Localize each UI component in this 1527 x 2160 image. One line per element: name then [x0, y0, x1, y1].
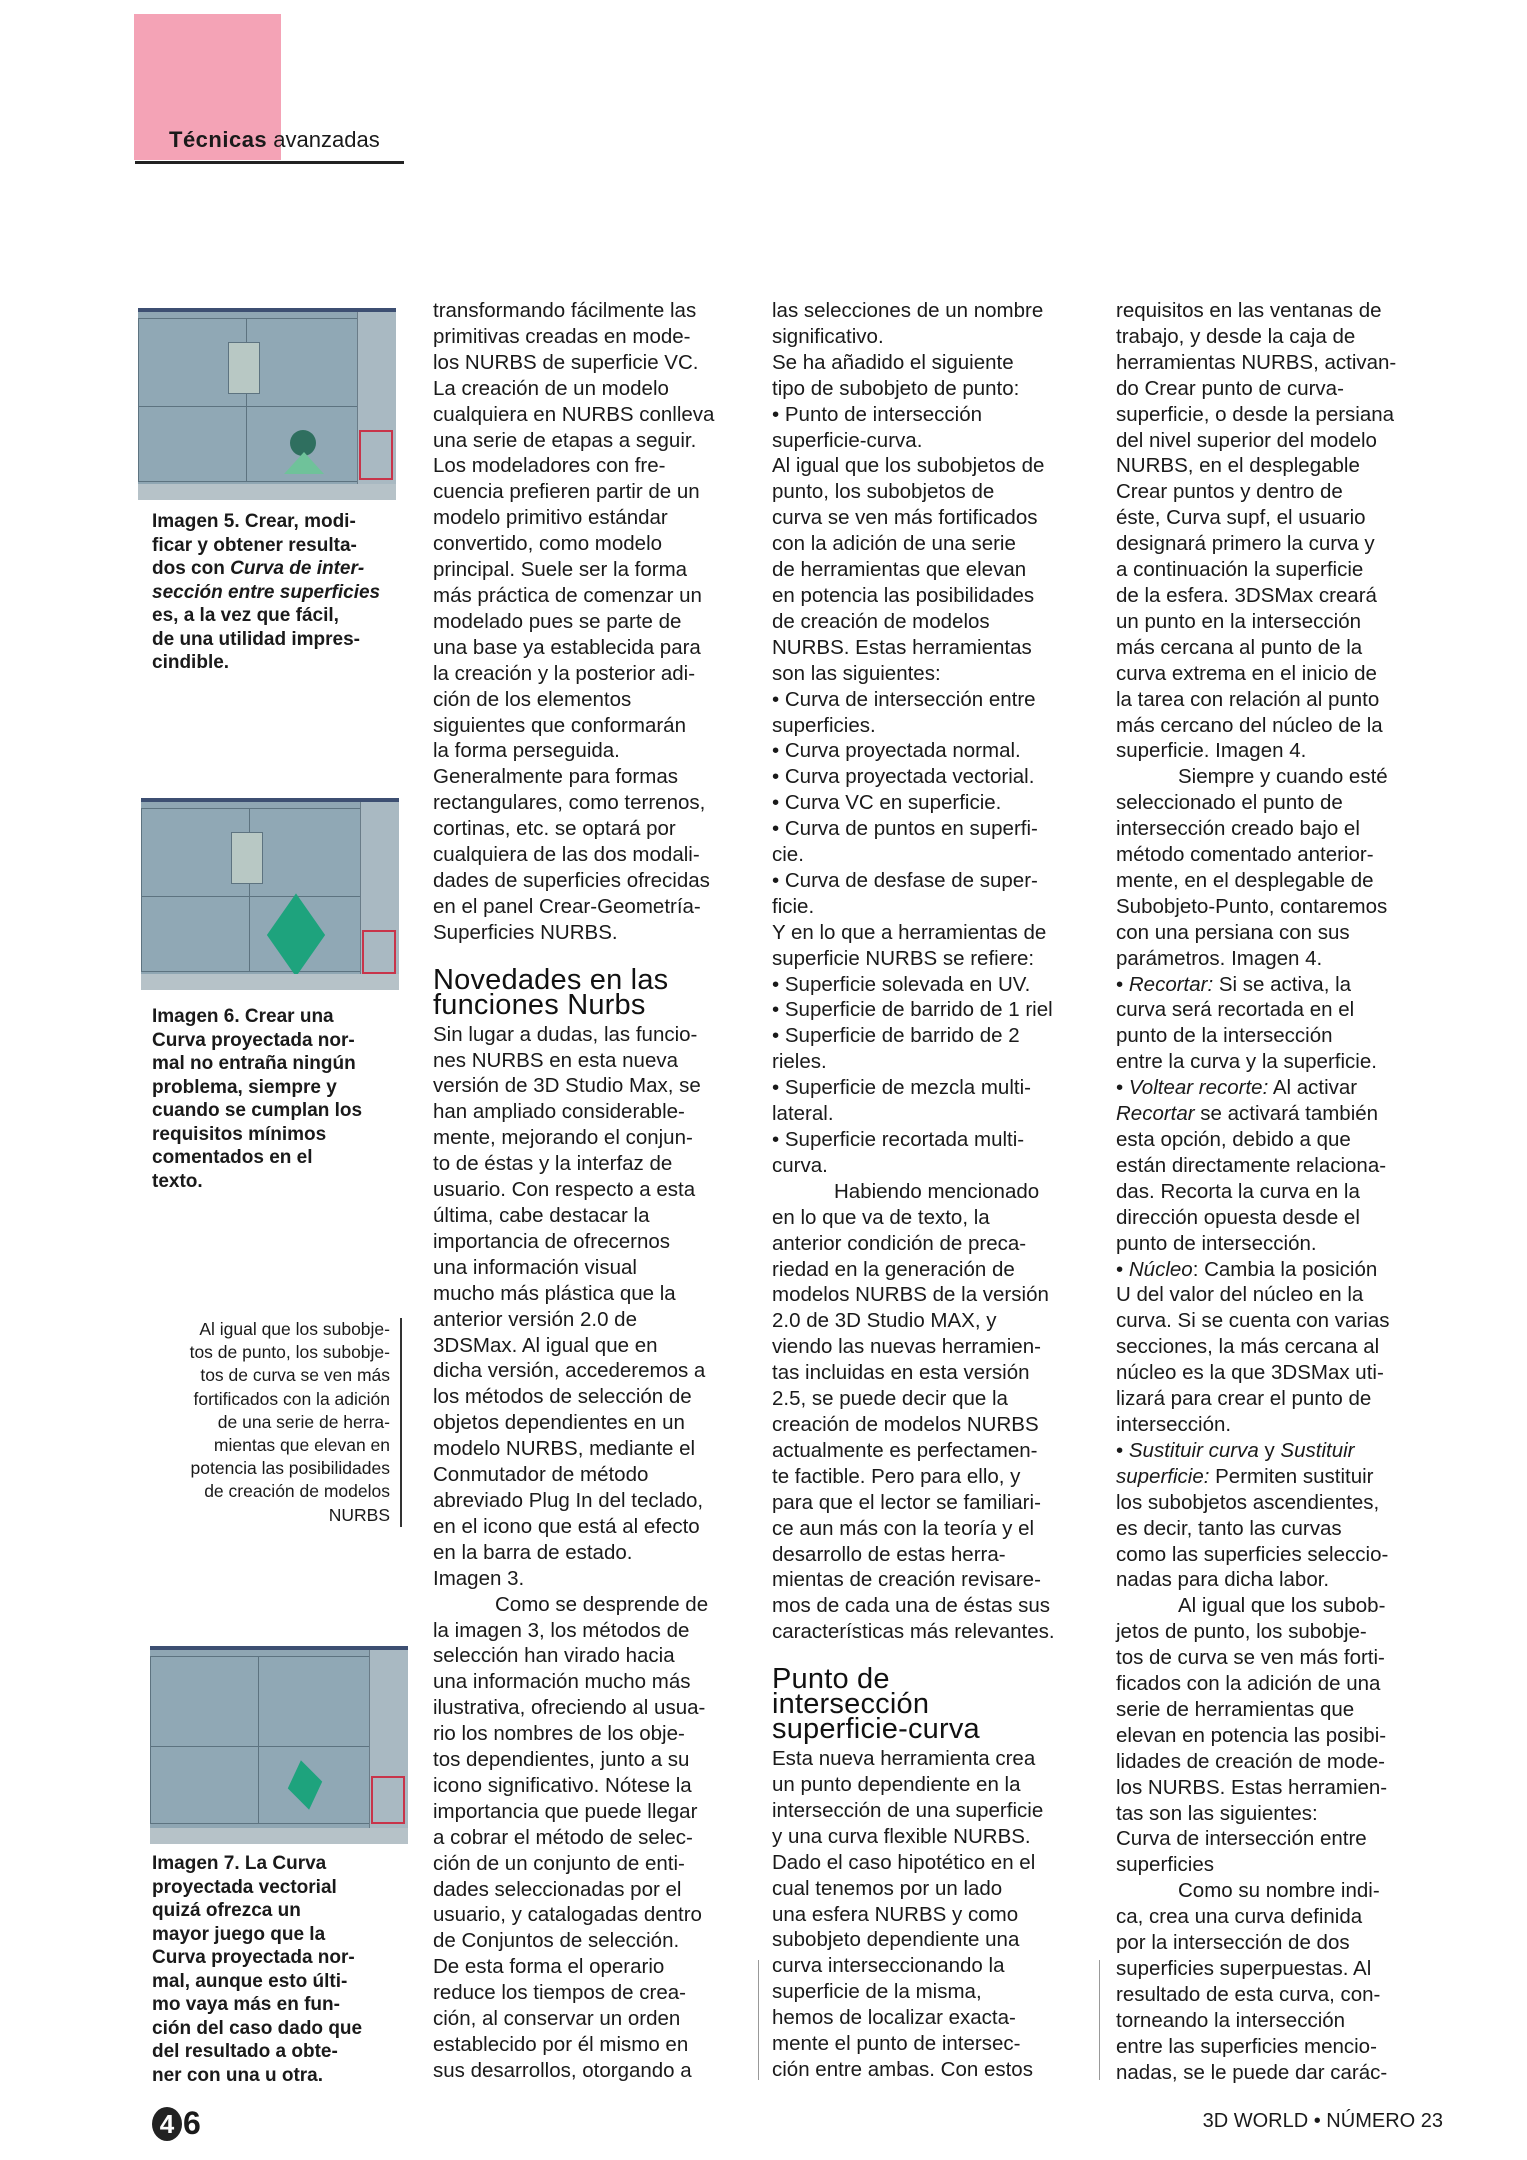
text-line: los subobjetos ascendientes, [1116, 1490, 1380, 1514]
text-line: cortinas, etc. se optará por [433, 817, 676, 841]
text-line: de Conjuntos de selección. [433, 1929, 680, 1953]
text-line: nadas para dicha labor. [1116, 1568, 1330, 1592]
text-line: Al igual que los subobje- [199, 1319, 390, 1339]
text-line: La creación de un modelo [433, 376, 669, 400]
text-line: a continuación la superficie [1116, 558, 1364, 582]
text-line: ner con una u otra. [152, 2064, 324, 2086]
text-line: te factible. Pero para ello, y [772, 1464, 1021, 1488]
text-line: dirección opuesta desde el [1116, 1205, 1360, 1229]
text-line: siguientes que conformarán [433, 713, 686, 737]
figure-imagen-5 [138, 308, 396, 500]
text-line: Imagen 3. [433, 1566, 525, 1590]
text-segment: dos con [152, 558, 231, 579]
text-line: versión de 3D Studio Max, se [433, 1074, 701, 1098]
text-line: con una persiana con sus [1116, 920, 1350, 944]
text-line: subobjeto dependiente una [772, 1928, 1020, 1952]
text-segment: Si se activa, la [1213, 972, 1352, 996]
section-heading [772, 1663, 1092, 1746]
text-line: superficie NURBS se refiere: [772, 946, 1035, 970]
text-line: método comentado anterior- [1116, 843, 1374, 867]
text-line: los NURBS. Estas herramien- [1116, 1775, 1388, 1799]
text-line: dades de superficies ofrecidas [433, 868, 710, 892]
text-line: primitivas creadas en mode- [433, 324, 691, 348]
text-line: modelado pues se parte de [433, 609, 682, 633]
text-line: cual tenemos por un lado [772, 1876, 1003, 1900]
text-line: curva interseccionando la [772, 1954, 1005, 1978]
header-rule [135, 161, 404, 164]
text-line: anterior condición de preca- [772, 1231, 1027, 1255]
text-line: proyectada vectorial [152, 1876, 337, 1898]
text-line [1116, 1464, 1436, 1490]
text-line: establecido por él mismo en [433, 2033, 689, 2056]
text-line: más práctica de comenzar un [433, 583, 702, 607]
text-line: Como su nombre indi- [1178, 1879, 1380, 1903]
caption-imagen-5 [152, 510, 402, 675]
text-line: resultado de esta curva, con- [1116, 1982, 1381, 2006]
text-line: cindible. [152, 652, 230, 673]
pull-quote [145, 1318, 402, 1527]
text-line: del nivel superior del modelo [1116, 428, 1377, 452]
text-line: los métodos de selección de [433, 1385, 692, 1409]
caption-imagen-7 [152, 1852, 402, 2087]
text-line: jetos de punto, los subobje- [1116, 1620, 1367, 1644]
text-line [152, 557, 402, 581]
text-line: • Curva de desfase de super- [772, 868, 1038, 892]
text-line: una serie de etapas a seguir. [433, 428, 697, 452]
text-line: convertido, como modelo [433, 532, 663, 556]
text-line: • Curva de intersección entre [772, 687, 1036, 711]
text-line: son las siguientes: [772, 661, 941, 685]
text-line: serie de herramientas que [1116, 1697, 1355, 1721]
text-line: la creación y la posterior adi- [433, 661, 696, 685]
text-line: de creación de modelos [772, 609, 990, 633]
text-line: tos de punto, los subobje- [189, 1342, 390, 1363]
text-line: superficie-curva. [772, 428, 923, 452]
italic-text: superficie: [1116, 1464, 1210, 1488]
text-line [1116, 1257, 1436, 1283]
text-line: 3DSMax. Al igual que en [433, 1333, 658, 1357]
text-line: modelos NURBS de la versión [772, 1283, 1049, 1307]
text-line: Conmutador de método [433, 1463, 649, 1487]
text-line: modelo primitivo estándar [433, 506, 668, 530]
text-line: designará primero la curva y [1116, 532, 1375, 556]
text-line: con la adición de una serie [772, 532, 1016, 556]
text-line: esta opción, debido a que [1116, 1128, 1351, 1151]
section-title-bold: Técnicas [169, 127, 268, 152]
italic-text: Recortar: [1128, 972, 1214, 996]
text-line: • Curva VC en superficie. [772, 791, 1002, 815]
text-line: tos de curva se ven más [200, 1365, 390, 1386]
text-line: ficar y obtener resulta- [152, 534, 357, 556]
text-line: Subobjeto-Punto, contaremos [1116, 894, 1388, 918]
text-line: actualmente es perfectamen- [772, 1438, 1038, 1462]
text-line: Curva proyectada nor- [152, 1947, 355, 1968]
text-line: texto. [152, 1170, 203, 1192]
text-line: superficie. Imagen 4. [1116, 739, 1307, 763]
paragraph [772, 1179, 1092, 1645]
text-line: Los modeladores con fre- [433, 454, 666, 478]
text-line: mientas que elevan en [213, 1435, 390, 1456]
text-line: do Crear punto de curva- [1116, 376, 1344, 400]
text-line: curva se ven más fortificados [772, 506, 1038, 530]
text-line: mente, mejorando el conjun- [433, 1126, 693, 1150]
text-line: superficies superpuestas. Al [1116, 1957, 1372, 1980]
text-line: mente el punto de intersec- [772, 2032, 1021, 2056]
paragraph [433, 1022, 753, 1592]
text-line: ca, crea una curva definida [1116, 1905, 1363, 1929]
text-line: objetos dependientes en un [433, 1411, 685, 1435]
text-line: nes NURBS en esta nueva [433, 1048, 678, 1072]
text-line: superficie-curva [772, 1713, 980, 1746]
text-line: viendo las nuevas herramien- [772, 1335, 1041, 1359]
text-line: nadas, se le puede dar carác- [1116, 2060, 1388, 2084]
text-line: intersección de una superficie [772, 1798, 1044, 1822]
text-line: de una utilidad impres- [152, 628, 360, 650]
text-line: Sin lugar a dudas, las funcio- [433, 1022, 698, 1046]
paragraph [772, 298, 1092, 1179]
figure-imagen-7 [150, 1646, 408, 1844]
text-line: requisitos mínimos [152, 1123, 327, 1145]
text-segment: Al activar [1268, 1076, 1358, 1100]
text-line [1116, 972, 1436, 998]
text-line: la imagen 3, los métodos de [433, 1618, 690, 1642]
text-line: problema, siempre y [152, 1076, 337, 1098]
column-divider [758, 1960, 759, 2080]
text-line: de una serie de herra- [217, 1411, 390, 1432]
text-line: tos dependientes, junto a su [433, 1748, 690, 1772]
text-line: mente, en el desplegable de [1116, 868, 1374, 892]
text-line: más cercana al punto de la [1116, 635, 1363, 659]
text-line: una información visual [433, 1255, 637, 1279]
text-line [1116, 1075, 1436, 1101]
text-line: importancia que puede llegar [433, 1799, 698, 1823]
text-line: • Curva de puntos en superfi- [772, 817, 1038, 841]
text-line: superficie, o desde la persiana [1116, 402, 1395, 426]
text-line: principal. Suele ser la forma [433, 558, 688, 582]
text-line: funciones Nurbs [433, 988, 646, 1021]
text-line: sus desarrollos, otorgando a [433, 2058, 692, 2082]
text-line: ción de los elementos [433, 687, 632, 711]
text-line: trabajo, y desde la caja de [1116, 324, 1356, 348]
text-line: Imagen 7. La Curva [152, 1853, 327, 1874]
text-line: • Superficie de barrido de 1 riel [772, 998, 1053, 1022]
text-segment: Permiten sustituir [1209, 1464, 1374, 1488]
text-line: intersección [772, 1688, 930, 1721]
text-line: herramientas NURBS, activan- [1116, 350, 1397, 374]
text-line: para que el lector se familiari- [772, 1490, 1041, 1514]
text-line: ción, al conservar un orden [433, 2007, 681, 2031]
paragraph [772, 1746, 1092, 2083]
text-line: un punto en la intersección [1116, 609, 1362, 633]
text-line: lizará para crear el punto de [1116, 1387, 1372, 1411]
text-line: dades seleccionadas por el [433, 1877, 682, 1901]
text-segment: se activará también [1194, 1102, 1379, 1126]
text-line: más cercano del núcleo de la [1116, 713, 1383, 737]
magazine-issue: 3D WORLD • NÚMERO 23 [1202, 2110, 1443, 2132]
text-line: rectangulares, como terrenos, [433, 791, 706, 815]
text-line: importancia de ofrecernos [433, 1229, 671, 1253]
text-line: curva. [772, 1153, 828, 1177]
text-line: NURBS. Estas herramientas [772, 635, 1032, 659]
text-line: reduce los tiempos de crea- [433, 1981, 686, 2005]
text-line: lidades de creación de mode- [1116, 1749, 1385, 1773]
text-line: Imagen 6. Crear una [152, 1006, 334, 1027]
text-column-3 [772, 298, 1092, 2083]
text-line: de la esfera. 3DSMax creará [1116, 583, 1377, 607]
text-line: Dado el caso hipotético en el [772, 1850, 1036, 1874]
text-line: mayor juego que la [152, 1923, 326, 1945]
text-line: • Superficie solevada en UV. [772, 972, 1031, 996]
text-line: las selecciones de un nombre [772, 299, 1044, 322]
column-divider [1099, 1960, 1100, 2080]
text-line: superficie de la misma, [772, 1980, 982, 2004]
page-number [152, 2105, 201, 2142]
text-line: Al igual que los subobjetos de [772, 454, 1045, 478]
text-line: Habiendo mencionado [834, 1179, 1040, 1203]
text-line: mal, aunque esto últi- [152, 1970, 348, 1992]
text-line: Y en lo que a herramientas de [772, 920, 1047, 944]
text-line: ilustrativa, ofreciendo al usua- [433, 1696, 706, 1720]
text-line: Siempre y cuando esté [1178, 765, 1388, 789]
text-line: modelo NURBS, mediante el [433, 1437, 696, 1461]
text-line: secciones, la más cercana al [1116, 1335, 1380, 1359]
text-line: punto de la intersección [1116, 1024, 1333, 1048]
section-header [169, 127, 380, 153]
text-line: Imagen 5. Crear, modi- [152, 511, 356, 532]
text-line: en la barra de estado. [433, 1540, 633, 1564]
text-line: NURBS [328, 1504, 390, 1525]
text-line: cualquiera de las dos modali- [433, 843, 700, 867]
text-line: Como se desprende de [495, 1592, 709, 1616]
text-line: requisitos en las ventanas de [1116, 299, 1382, 322]
text-line: tos de curva se ven más forti- [1116, 1646, 1385, 1670]
text-line: seleccionado el punto de [1116, 791, 1343, 815]
text-line: curva. Si se cuenta con varias [1116, 1309, 1390, 1333]
text-line: transformando fácilmente las [433, 299, 697, 322]
section-title-rest: avanzadas [273, 127, 380, 152]
text-line: rio los nombres de los obje- [433, 1722, 685, 1746]
text-line: la tarea con relación al punto [1116, 687, 1380, 711]
text-line: tipo de subobjeto de punto: [772, 376, 1020, 400]
paragraph [433, 1592, 753, 2084]
text-line: cie. [772, 843, 804, 867]
text-line: selección han virado hacia [433, 1644, 675, 1668]
text-line: una base ya establecida para [433, 635, 701, 659]
text-line: última, cabe destacar la [433, 1204, 650, 1227]
text-line: torneando la intersección [1116, 2008, 1346, 2032]
text-line: han ampliado considerable- [433, 1100, 685, 1124]
text-line: mal no entraña ningún [152, 1053, 356, 1074]
page-number-circle: 4 [152, 2107, 182, 2141]
text-line: Al igual que los subob- [1178, 1594, 1386, 1618]
text-line: cualquiera en NURBS conlleva [433, 402, 715, 426]
text-line: un punto dependiente en la [772, 1773, 1021, 1797]
paragraph [1116, 1593, 1436, 1878]
text-line: punto de intersección. [1116, 1231, 1317, 1255]
text-line: • Superficie de barrido de 2 [772, 1024, 1020, 1048]
text-line: De esta forma el operario [433, 1955, 665, 1979]
text-line: del resultado a obte- [152, 2041, 338, 2062]
text-line: 2.0 de 3D Studio MAX, y [772, 1309, 997, 1333]
text-line: tas son las siguientes: [1116, 1801, 1318, 1825]
text-line: cuando se cumplan los [152, 1100, 363, 1121]
text-line: Crear puntos y dentro de [1116, 480, 1343, 504]
text-line: ficie. [772, 894, 815, 918]
text-line: Curva proyectada nor- [152, 1029, 355, 1051]
text-line [1116, 1101, 1436, 1127]
text-line: en el icono que está al efecto [433, 1514, 700, 1538]
text-line: superficies. [772, 713, 876, 737]
text-line: como las superficies seleccio- [1116, 1542, 1389, 1566]
text-line: usuario, y catalogadas dentro [433, 1903, 702, 1927]
italic-text: Voltear recorte: [1128, 1076, 1269, 1100]
italic-text: Curva de inter- [230, 558, 365, 579]
text-line: ficados con la adición de una [1116, 1672, 1381, 1696]
text-line: de creación de modelos [204, 1481, 390, 1502]
text-line: características más relevantes. [772, 1620, 1055, 1644]
text-line: mo vaya más en fun- [152, 1994, 340, 2015]
text-line: mientas de creación revisare- [772, 1568, 1041, 1592]
text-line: Generalmente para formas [433, 765, 678, 789]
figure-imagen-6 [141, 798, 399, 990]
text-line: superficies [1116, 1853, 1214, 1877]
text-column-2 [433, 298, 753, 2084]
caption-imagen-6 [152, 1005, 402, 1193]
text-line: mucho más plástica que la [433, 1281, 676, 1305]
text-segment: : Cambia la posición [1192, 1257, 1378, 1281]
text-line: Superficies NURBS. [433, 920, 618, 944]
text-line: curva extrema en el inicio de [1116, 661, 1377, 685]
text-line: usuario. Con respecto a esta [433, 1178, 696, 1202]
text-line: ción del caso dado que [152, 2017, 363, 2039]
text-line: a cobrar el método de selec- [433, 1825, 693, 1849]
text-line: to de éstas y la interfaz de [433, 1152, 673, 1176]
text-line: quizá ofrezca un [152, 1900, 301, 1921]
text-line: 2.5, se puede decir que la [772, 1387, 1008, 1411]
text-line [152, 581, 402, 605]
paragraph [1116, 764, 1436, 1593]
italic-text: Recortar [1116, 1102, 1195, 1126]
text-line: por la intersección de dos [1116, 1931, 1350, 1955]
text-line: comentados en el [152, 1147, 313, 1168]
text-line: punto, los subobjetos de [772, 480, 995, 504]
text-line: • Punto de intersección [772, 402, 983, 426]
text-segment: • [1116, 972, 1129, 996]
text-line: lateral. [772, 1102, 834, 1126]
text-column-4 [1116, 298, 1436, 2086]
text-line: cuencia prefieren partir de un [433, 480, 700, 504]
text-line: potencia las posibilidades [190, 1458, 390, 1479]
italic-text: sección entre superficies [152, 581, 381, 603]
text-line: significativo. [772, 324, 884, 348]
text-line: U del valor del núcleo en la [1116, 1283, 1364, 1307]
text-line: curva será recortada en el [1116, 998, 1355, 1022]
text-line: mos de cada una de éstas sus [772, 1594, 1051, 1618]
text-line: Novedades en las [433, 963, 669, 996]
text-line [1116, 1438, 1436, 1464]
text-line: das. Recorta la curva en la [1116, 1179, 1360, 1203]
paragraph [1116, 1878, 1436, 2085]
section-heading [433, 963, 753, 1021]
text-line: parámetros. Imagen 4. [1116, 946, 1323, 970]
text-line: anterior versión 2.0 de [433, 1307, 637, 1331]
text-line: creación de modelos NURBS [772, 1412, 1039, 1436]
text-line: desarrollo de estas herra- [772, 1542, 1006, 1566]
text-line: los NURBS de superficie VC. [433, 350, 699, 374]
text-line: ción de un conjunto de enti- [433, 1851, 685, 1875]
text-line: en el panel Crear-Geometría- [433, 894, 701, 918]
text-line: elevan en potencia las posibi- [1116, 1723, 1387, 1747]
text-line: núcleo es la que 3DSMax uti- [1116, 1361, 1384, 1385]
text-line: intersección creado bajo el [1116, 817, 1360, 841]
text-line: éste, Curva supf, el usuario [1116, 506, 1366, 530]
text-segment: • [1116, 1438, 1129, 1462]
text-line: • Curva proyectada vectorial. [772, 765, 1035, 789]
text-line: Se ha añadido el siguiente [772, 350, 1014, 374]
text-line: Esta nueva herramienta crea [772, 1747, 1036, 1771]
text-line: es, a la vez que fácil, [152, 605, 339, 626]
text-line: • Superficie recortada multi- [772, 1128, 1025, 1151]
text-line: fortificados con la adición [193, 1388, 390, 1409]
text-line: dicha versión, accederemos a [433, 1359, 706, 1383]
text-line: NURBS, en el desplegable [1116, 454, 1360, 478]
text-segment: • [1116, 1076, 1129, 1100]
text-line: y una curva flexible NURBS. [772, 1824, 1031, 1848]
text-line: rieles. [772, 1050, 827, 1074]
text-line: icono significativo. Nótese la [433, 1773, 692, 1797]
italic-text: Sustituir curva [1128, 1438, 1259, 1462]
text-line: están directamente relaciona- [1116, 1153, 1387, 1177]
text-line: ce aun más con la teoría y el [772, 1516, 1035, 1540]
text-line: una información mucho más [433, 1670, 691, 1694]
text-line: entre las superficies mencio- [1116, 2034, 1377, 2058]
text-line: Curva de intersección entre [1116, 1827, 1367, 1851]
page-number-rest: 6 [183, 2105, 201, 2141]
italic-text: Sustituir [1280, 1438, 1355, 1462]
text-line: • Superficie de mezcla multi- [772, 1076, 1031, 1100]
text-line: ción entre ambas. Con estos [772, 2058, 1033, 2081]
text-line: • Curva proyectada normal. [772, 739, 1021, 763]
text-line: entre la curva y la superficie. [1116, 1050, 1377, 1074]
text-line: Punto de [772, 1663, 890, 1696]
text-line: una esfera NURBS y como [772, 1902, 1019, 1926]
text-line: en potencia las posibilidades [772, 583, 1035, 607]
text-line: intersección. [1116, 1412, 1232, 1436]
text-line: la forma perseguida. [433, 739, 620, 763]
text-segment: • [1116, 1257, 1129, 1281]
text-line: tas incluidas en esta versión [772, 1361, 1030, 1385]
text-line: de herramientas que elevan [772, 558, 1027, 582]
paragraph [433, 298, 753, 946]
text-line: en lo que va de texto, la [772, 1205, 990, 1229]
text-line: hemos de localizar exacta- [772, 2006, 1016, 2030]
text-line: riedad en la generación de [772, 1257, 1015, 1281]
paragraph [1116, 298, 1436, 764]
text-line: es decir, tanto las curvas [1116, 1516, 1342, 1540]
text-segment: y [1258, 1438, 1281, 1462]
italic-text: Núcleo [1128, 1257, 1193, 1281]
text-line: abreviado Plug In del teclado, [433, 1488, 704, 1512]
